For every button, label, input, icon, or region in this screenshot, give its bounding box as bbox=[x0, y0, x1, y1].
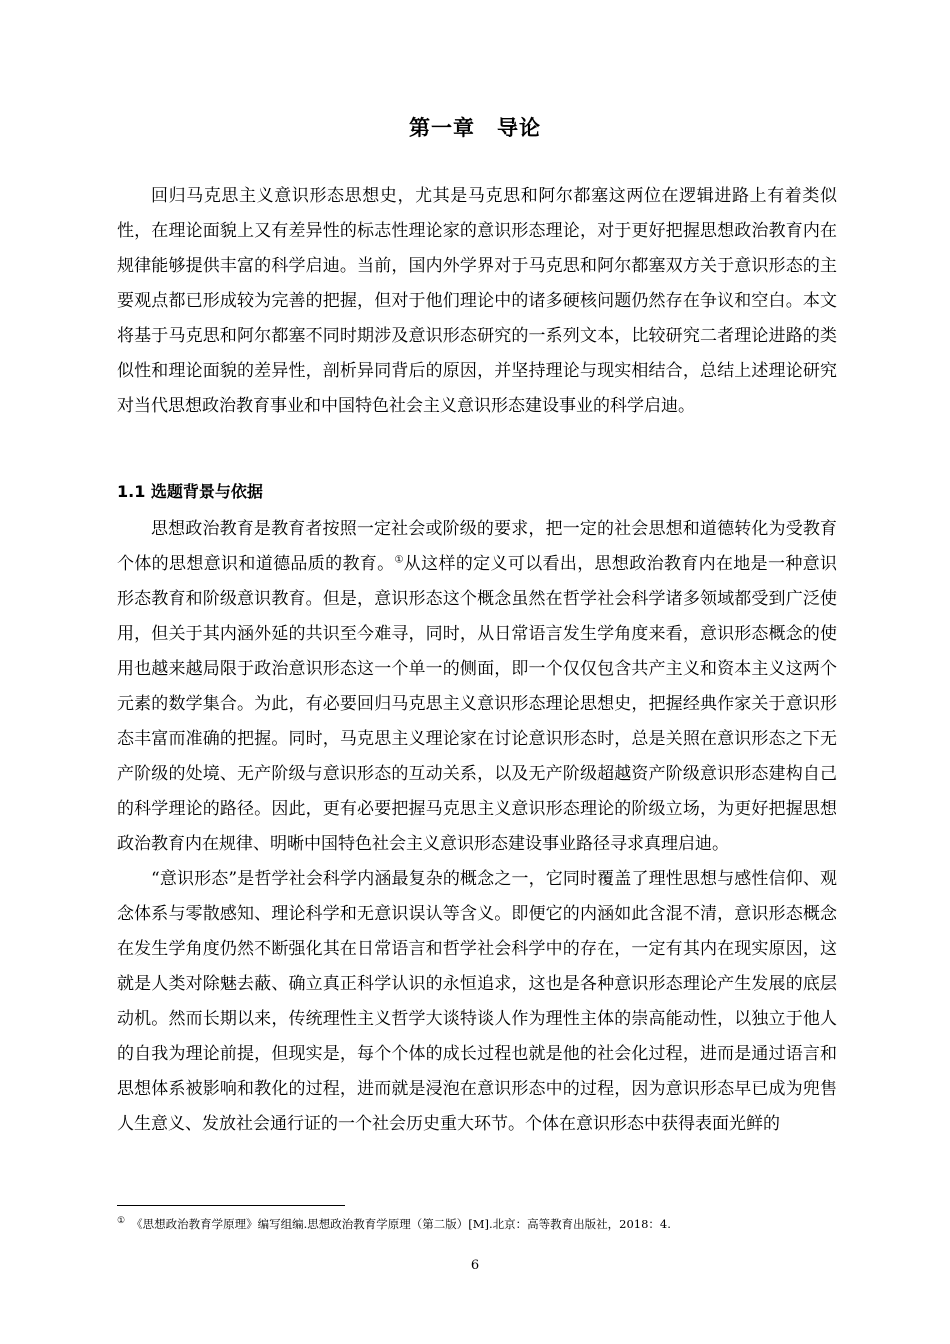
section-paragraph-1-part-1: 思想政治教育是教育者按照一定社会或阶级的要求，把一定的社会思想和道德转化为受教育个体的思想意识和道德品质的教育。 bbox=[117, 519, 837, 574]
footnote bbox=[117, 1212, 837, 1233]
chapter-title: 第一章 导论 bbox=[409, 116, 541, 140]
section-paragraph-2: “意识形态”是哲学社会科学内涵最复杂的概念之一，它同时覆盖了理性思想与感性信仰、观念体系与零散感知、理论科学和无意识误认等含义。即便它的内涵如此含混不清，意识形态概念在发生学角度仍然不断强化其在日常语言和哲学社会科学中的存在，一定有其内在现实原因，这就是人类对除魅去蔽、确立真正科学认识的永恒追求，这也是各种意识形态理论产生发展的底层动机。然而长期以来，传统理性主义哲学大谈特谈人作为理性主体的崇高能动性，以独立于他人的自我为理论前提，但现实是，每个个体的成长过程也就是他的社会化过程，进而是通过语言和思想体系被影响和教化的过程，进而就是浸泡在意识形态中的过程，因为意识形态早已成为兜售人生意义、发放社会通行证的一个社会历史重大环节。个体在意识形态中获得表面光鲜的 bbox=[117, 869, 837, 1134]
intro-paragraph: 回归马克思主义意识形态思想史，尤其是马克思和阿尔都塞这两位在逻辑进路上有着类似性，在理论面貌上又有差异性的标志性理论家的意识形态理论，对于更好把握思想政治教育内在规律能够提供丰富的科学启迪。当前，国内外学界对于马克思和阿尔都塞双方关于意识形态的主要观点都已形成较为完善的把握，但对于他们理论中的诸多硬核问题仍然存在争议和空白。本文将基于马克思和阿尔都塞不同时期涉及意识形态研究的一系列文本，比较研究二者理论进路的类似性和理论面貌的差异性，剖析异同背后的原因，并坚持理论与现实相结合，总结上述理论研究对当代思想政治教育事业和中国特色社会主义意识形态建设事业的科学启迪。 bbox=[117, 186, 837, 416]
intro-paragraph-block bbox=[117, 179, 837, 424]
footnote-mark: ① bbox=[117, 1216, 126, 1226]
section-paragraph-1 bbox=[117, 512, 837, 862]
section-heading: 1.1 选题背景与依据 bbox=[117, 482, 263, 501]
footnote-reference[interactable]: ① bbox=[394, 554, 404, 566]
section-paragraph-1-part-2: 从这样的定义可以看出，思想政治教育内在地是一种意识形态教育和阶级意识教育。但是，意识形态这个概念虽然在哲学社会科学诸多领域都受到广泛使用，但关于其内涵外延的共识至今难寻，同时，从日常语言发生学角度来看，意识形态概念的使用也越来越局限于政治意识形态这一个单一的侧面，即一个仅仅包含共产主义和资本主义这两个元素的数学集合。为此，有必要回归马克思主义意识形态理论思想史，把握经典作家关于意识形态丰富而准确的把握。同时，马克思主义理论家在讨论意识形态时，总是关照在意识形态之下无产阶级的处境、无产阶级与意识形态的互动关系，以及无产阶级超越资产阶级意识形态建构自己的科学理论的路径。因此，更有必要把握马克思主义意识形态理论的阶级立场，为更好把握思想政治教育内在规律、明晰中国特色社会主义意识形态建设事业路径寻求真理启迪。 bbox=[117, 554, 838, 854]
section-body bbox=[117, 512, 837, 1142]
page-number: 6 bbox=[470, 1258, 480, 1273]
footnote-text: 《思想政治教育学原理》编写组编.思想政治教育学原理（第二版）[M].北京：高等教育出版社，2018：4. bbox=[131, 1216, 671, 1231]
footnote-divider bbox=[117, 1205, 345, 1206]
